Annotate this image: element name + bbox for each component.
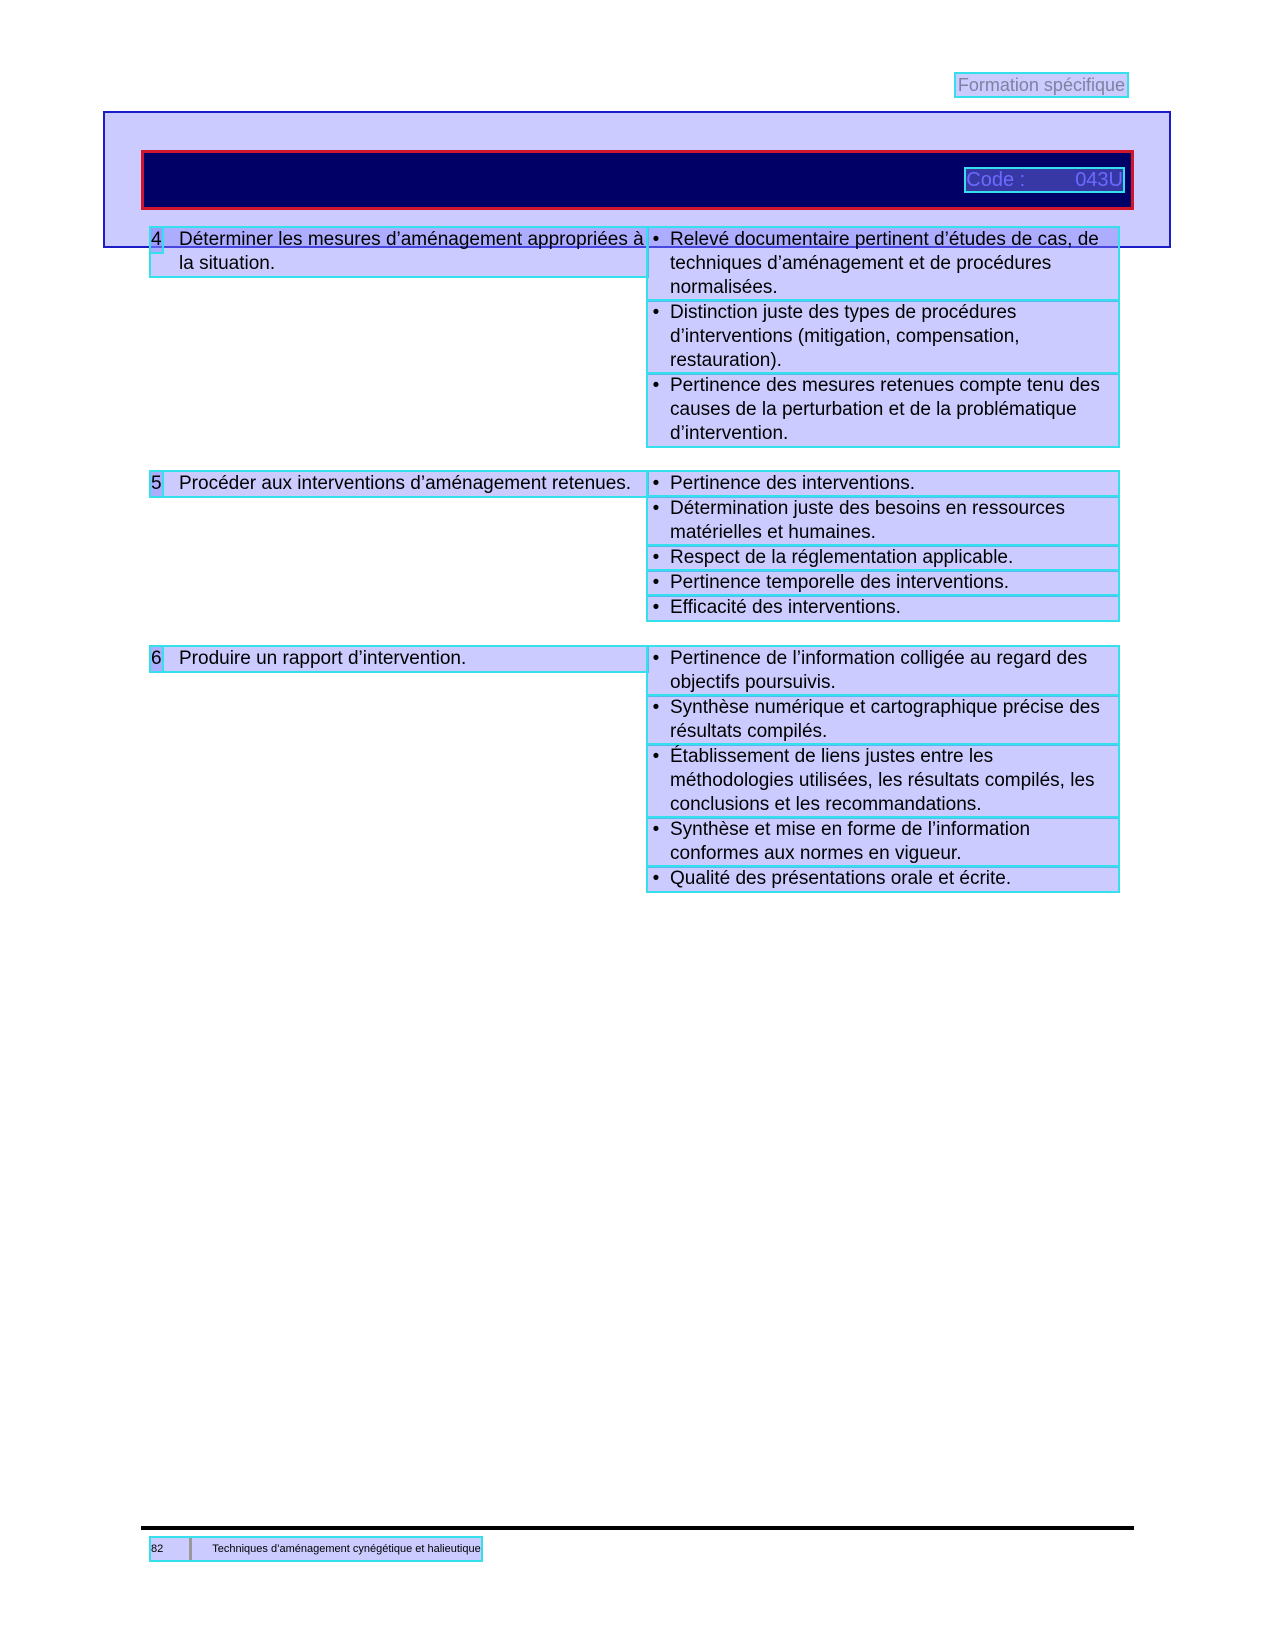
bullet-icon: •	[652, 819, 660, 840]
bullet-icon: •	[652, 547, 660, 568]
element-text: Produire un rapport d’intervention.	[151, 647, 647, 671]
code-value: 043U	[1075, 169, 1123, 191]
course-code	[966, 169, 1123, 191]
bullet-icon: •	[652, 746, 660, 767]
bullet-icon: •	[652, 229, 660, 250]
criteria-list	[648, 472, 1118, 621]
footer-rule	[141, 1526, 1134, 1530]
criterion-item: • Relevé documentaire pertinent d’études de cas, de techniques d’aménagement et de procédures normalisées.	[648, 228, 1118, 300]
criterion-item: • Synthèse numérique et cartographique précise des résultats compilés.	[648, 696, 1118, 744]
element-cell	[151, 472, 647, 496]
element-cell	[151, 228, 647, 276]
bullet-icon: •	[652, 868, 660, 889]
criterion-item: • Respect de la réglementation applicable.	[648, 546, 1118, 570]
criterion-item: • Pertinence temporelle des interventions.	[648, 571, 1118, 595]
bullet-icon: •	[652, 375, 660, 396]
criterion-item: • Pertinence des interventions.	[648, 472, 1118, 496]
criterion-item: • Qualité des présentations orale et écrite.	[648, 867, 1118, 891]
element-text: Déterminer les mesures d’aménagement appropriées à la situation.	[151, 228, 647, 276]
bullet-icon: •	[652, 597, 660, 618]
criterion-item: • Pertinence des mesures retenues compte tenu des causes de la perturbation et de la problématique d’intervention.	[648, 374, 1118, 446]
footer-title: Techniques d’aménagement cynégétique et halieutique	[212, 1542, 481, 1555]
criterion-item: • Détermination juste des besoins en ressources matérielles et humaines.	[648, 497, 1118, 545]
element-text: Procéder aux interventions d’aménagement retenues.	[151, 472, 647, 496]
footer-separator	[189, 1538, 192, 1560]
bullet-icon: •	[652, 648, 660, 669]
criterion-item: • Synthèse et mise en forme de l’information conformes aux normes en vigueur.	[648, 818, 1118, 866]
criterion-item: • Distinction juste des types de procédures d’interventions (mitigation, compensation, restauration).	[648, 301, 1118, 373]
element-cell	[151, 647, 647, 671]
section-header: Formation spécifique	[957, 75, 1125, 95]
element-number: 4	[151, 229, 162, 250]
criterion-item: • Pertinence de l’information colligée au regard des objectifs poursuivis.	[648, 647, 1118, 695]
footer	[151, 1538, 481, 1560]
bullet-icon: •	[652, 572, 660, 593]
bullet-icon: •	[652, 302, 660, 323]
element-number: 6	[151, 648, 162, 669]
criterion-item: • Efficacité des interventions.	[648, 596, 1118, 620]
criterion-item: • Établissement de liens justes entre les méthodologies utilisées, les résultats compilés, les conclusions et les recommandations.	[648, 745, 1118, 817]
bullet-icon: •	[652, 498, 660, 519]
bullet-icon: •	[652, 473, 660, 494]
criteria-list	[648, 228, 1118, 447]
code-label: Code :	[966, 169, 1026, 191]
banner	[141, 150, 1134, 210]
criteria-list	[648, 647, 1118, 892]
page-number: 82	[151, 1542, 164, 1555]
bullet-icon: •	[652, 697, 660, 718]
element-number: 5	[151, 473, 162, 494]
